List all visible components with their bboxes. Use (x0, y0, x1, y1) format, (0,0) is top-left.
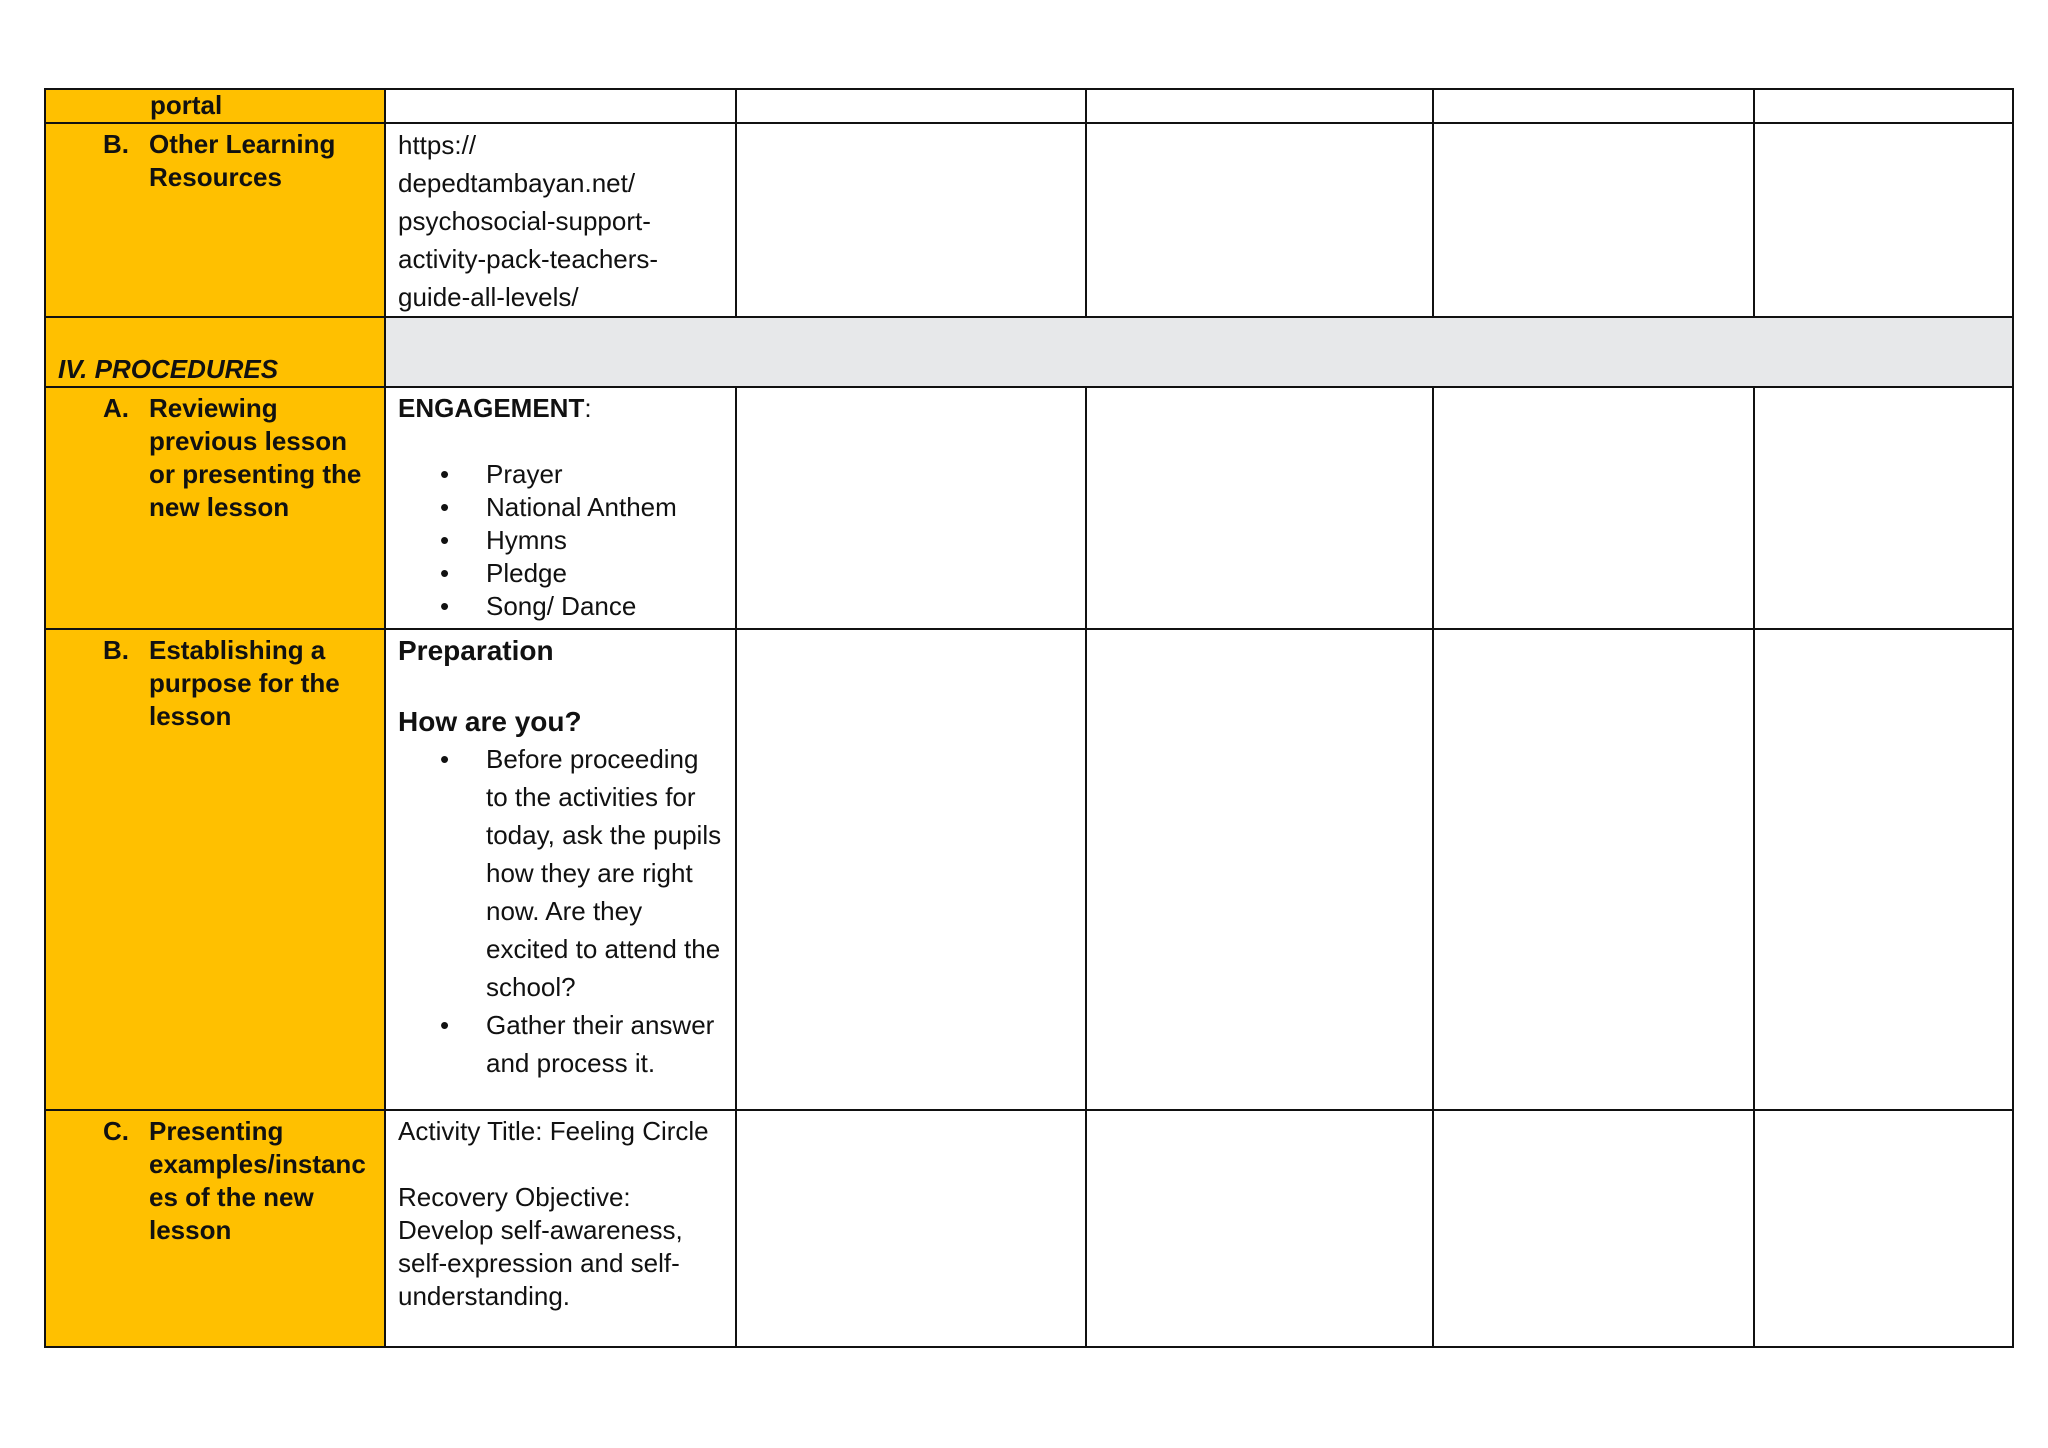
list-item: • Pledge (398, 557, 727, 590)
link-line: activity-pack-teachers- (398, 244, 659, 274)
list-item: • Before proceeding to the activities for today, ask the pupils how they are right now. Are they excited to attend the school? (398, 740, 727, 1006)
engagement-colon: : (584, 393, 592, 423)
list-item: • Prayer (398, 458, 727, 491)
list-item: • Hymns (398, 524, 727, 557)
preparation-list (398, 740, 727, 1082)
lesson-plan-table (44, 88, 2014, 1348)
cell-presenting-2 (736, 1110, 1086, 1347)
cell-reviewing-4 (1433, 387, 1754, 629)
cell-presenting-3 (1086, 1110, 1433, 1347)
cell-portal-3 (1086, 89, 1433, 123)
portal-label: portal (150, 90, 223, 120)
label-cell-reviewing (45, 387, 385, 629)
item-letter: B. (103, 129, 129, 159)
other-resources-label: Other Learning Resources (149, 129, 336, 192)
item-letter: B. (103, 635, 129, 665)
link-line: https:// (398, 130, 477, 160)
cell-presenting-4 (1433, 1110, 1754, 1347)
cell-resource-link (385, 123, 736, 317)
cell-establishing-5 (1754, 629, 2013, 1110)
row-other-learning-resources (45, 123, 2013, 317)
list-item: • Song/ Dance (398, 590, 727, 623)
preparation-title: Preparation (398, 635, 554, 666)
item-letter: C. (103, 1116, 129, 1146)
engagement-heading (398, 392, 727, 425)
cell-establishing-2 (736, 629, 1086, 1110)
cell-resources-2 (736, 123, 1086, 317)
reviewing-label: Reviewing previous lesson or presenting the new lesson (149, 393, 362, 522)
presenting-label: Presenting examples/instanc es of the new lesson (149, 1116, 366, 1245)
row-portal (45, 89, 2013, 123)
row-reviewing (45, 387, 2013, 629)
engagement-title: ENGAGEMENT (398, 393, 585, 423)
cell-portal-5 (1754, 89, 2013, 123)
procedures-heading: IV. PROCEDURES (58, 354, 279, 384)
procedures-shaded-cell (385, 317, 2013, 387)
cell-reviewing-2 (736, 387, 1086, 629)
cell-establishing-4 (1433, 629, 1754, 1110)
cell-portal-2 (736, 89, 1086, 123)
cell-preparation (385, 629, 736, 1110)
label-cell-presenting (45, 1110, 385, 1347)
row-presenting (45, 1110, 2013, 1347)
cell-reviewing-5 (1754, 387, 2013, 629)
activity-title: Activity Title: Feeling Circle (398, 1116, 709, 1146)
cell-portal-4 (1433, 89, 1754, 123)
label-cell-portal (45, 89, 385, 123)
cell-portal-1 (385, 89, 736, 123)
row-establishing (45, 629, 2013, 1110)
cell-resources-4 (1433, 123, 1754, 317)
cell-activity (385, 1110, 736, 1347)
label-cell-procedures (45, 317, 385, 387)
link-line: psychosocial-support- (398, 206, 651, 236)
item-letter: A. (103, 393, 129, 423)
cell-resources-3 (1086, 123, 1433, 317)
link-line: depedtambayan.net/ (398, 168, 636, 198)
how-are-you-heading: How are you? (398, 706, 582, 737)
cell-establishing-3 (1086, 629, 1433, 1110)
list-item: • National Anthem (398, 491, 727, 524)
label-cell-establishing (45, 629, 385, 1110)
recovery-objective: Recovery Objective: Develop self-awareness, self-expression and self-understanding. (398, 1182, 683, 1311)
label-cell-other-resources (45, 123, 385, 317)
resource-link[interactable] (386, 124, 735, 316)
cell-presenting-5 (1754, 1110, 2013, 1347)
establishing-label: Establishing a purpose for the lesson (149, 635, 340, 731)
engagement-list (398, 458, 727, 623)
row-procedures (45, 317, 2013, 387)
cell-engagement (385, 387, 736, 629)
cell-reviewing-3 (1086, 387, 1433, 629)
cell-resources-5 (1754, 123, 2013, 317)
list-item: • Gather their answer and process it. (398, 1006, 727, 1082)
link-line: guide-all-levels/ (398, 282, 579, 312)
